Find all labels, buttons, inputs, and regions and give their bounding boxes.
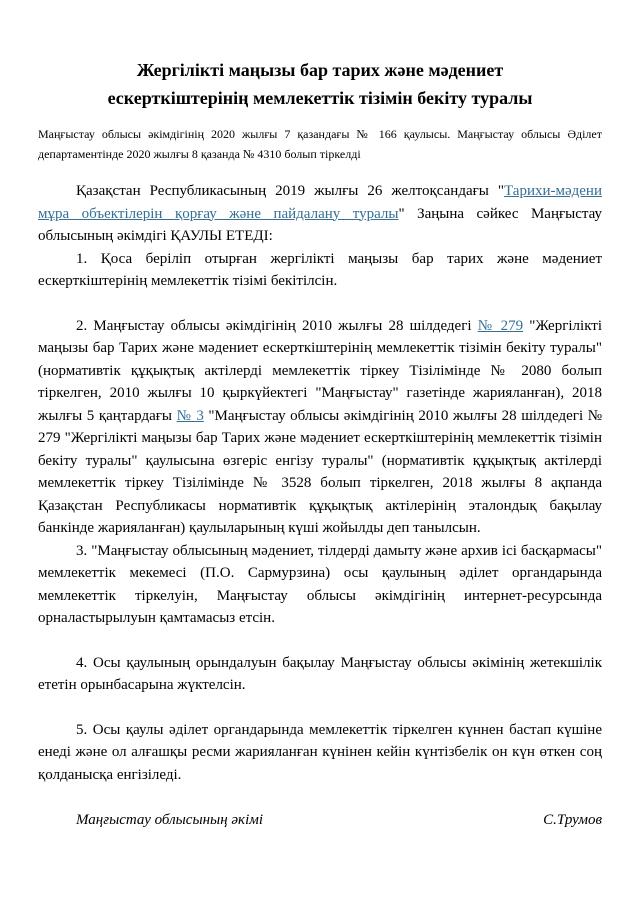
law-link[interactable]: Тарихи-мәдени мұра объектілерін қорғау және пайдалану туралы [38, 183, 602, 222]
resolution-item-2 [38, 315, 602, 540]
signer-position: Маңғыстау облысының әкімі [76, 812, 263, 828]
intro-paragraph [38, 180, 602, 248]
resolution-item-1: 1. Қоса беріліп отырған жергілікті маңызы бар тарих және мәдениет ескерткіштерінің мемлекеттік тізімі бекітілсін. [38, 250, 602, 289]
item2-text-3: "Маңғыстау облысы әкімдігінің 2010 жылғы 28 шілдедегі № 279 "Жергілікті маңызы бар Тарих және мәдениет ескерткіштерінің мемлекеттік тізімін бекіту туралы" қаулысына өзгеріс енгізу туралы" (нормативтік құқықтық актілерді мемлекеттік тіркеу Тізілімінде № 3528 болып тіркелген, 2018 жылғы 8 ақпанда Қазақстан Республикасы нормативтік құқықтық актілерінің эталондық бақылау банкінде жарияланған) қаулыларының күші жойылды деп танылсын. [38, 407, 603, 536]
item2-text-1: 2. Маңғыстау облысы әкімдігінің 2010 жылғы 28 шілдедегі [76, 317, 478, 334]
document-title: Жергілікті маңызы бар тарих және мәдениет ескерткіштерінің мемлекеттік тізімін бекіту туралы [107, 60, 533, 108]
resolution-item-3: 3. "Маңғыстау облысының мәдениет, тілдерді дамыту және архив ісі басқармасы" мемлекеттік мекемесі (П.О. Сармурзина) осы қаулының әділет органдарында мемлекеттік тіркелуін, Маңғыстау облысы әкімдігінің интернет-ресурсында орналастырылуын қамтамасыз етсін. [38, 542, 602, 626]
signature-row [38, 812, 602, 829]
intro-text-after: " Заңына сәйкес Маңғыстау облысының әкімдігі ҚАУЛЫ ЕТЕДІ: [38, 205, 603, 244]
signer-name: С.Трумов [543, 812, 602, 828]
resolution-3-link[interactable]: № 3 [176, 407, 204, 424]
resolution-item-5: 5. Осы қаулы әділет органдарында мемлекеттік тіркелген күннен бастап күшіне енеді және ол алғашқы ресми жарияланған күнінен кейін күнтізбелік он күн өткен соң қолданысқа енгізіледі. [38, 721, 602, 783]
resolution-279-link[interactable]: № 279 [477, 317, 524, 334]
document-meta: Маңғыстау облысы әкімдігінің 2020 жылғы 7 қазандағы № 166 қаулысы. Маңғыстау облысы Әділет департаментінде 2020 жылғы 8 қазанда № 4310 болып тіркелді [38, 127, 602, 161]
item2-text-2: "Жергілікті маңызы бар Тарих және мәдениет ескерткіштерінің мемлекеттік тізімін бекіту туралы" (нормативтік құқықтық актілерді мемлекеттік тіркеу Тізілімінде № 2080 болып тіркелген, 2010 жылғы 10 қыркүйектегі "Маңғыстау" газетінде жарияланған), 2018 жылғы 5 қаңтардағы [38, 317, 603, 424]
resolution-item-4: 4. Осы қаулының орындалуын бақылау Маңғыстау облысы әкімінің жетекшілік ететін орынбасарына жүктелсін. [38, 654, 602, 693]
intro-text-before: Қазақстан Республикасының 2019 жылғы 26 желтоқсандағы " [76, 183, 504, 199]
